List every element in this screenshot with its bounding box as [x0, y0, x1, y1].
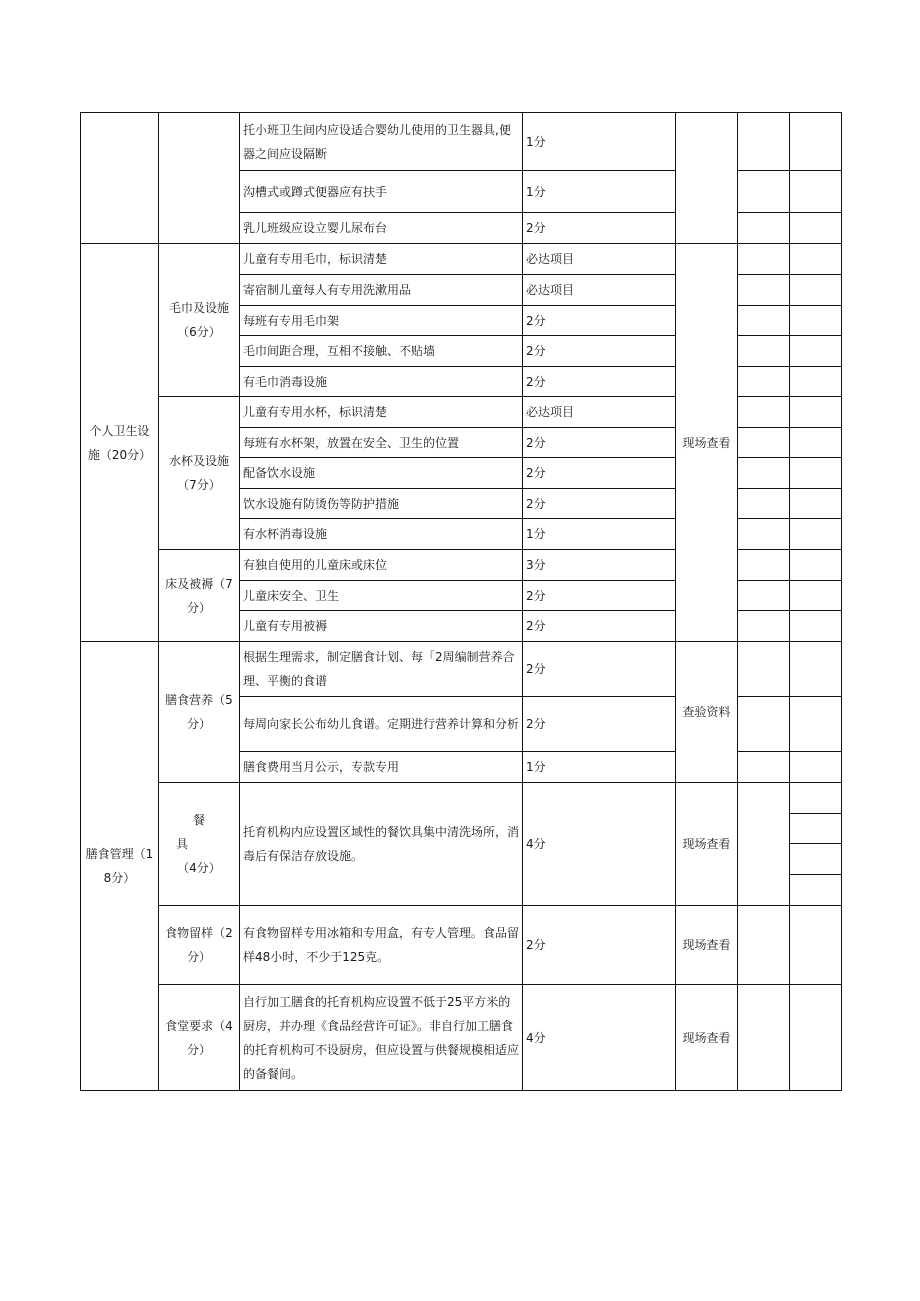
blank-cell [738, 611, 790, 642]
item-description: 儿童有专用毛巾，标识清楚 [240, 244, 523, 275]
item-score: 2分 [523, 906, 676, 985]
blank-cell [790, 550, 842, 581]
item-description: 自行加工膳食的托育机构应设置不低于25平方米的厨房，并办理《食品经营许可证》。非自行加工膳食的托育机构可不设厨房，但应设置与供餐规模相适应的备餐间。 [240, 985, 523, 1091]
blank-cell [738, 213, 790, 244]
item-score: 2分 [523, 581, 676, 611]
subcategory-bed: 床及被褥（7分） [159, 550, 240, 642]
blank-cell [790, 489, 842, 519]
method-onsite: 现场查看 [676, 783, 738, 906]
item-description: 有水杯消毒设施 [240, 519, 523, 550]
blank-cell [790, 875, 842, 906]
blank-cell [790, 171, 842, 213]
blank-cell [790, 306, 842, 336]
blank-cell [790, 397, 842, 428]
blank-cell [738, 642, 790, 697]
subcategory-nutrition: 膳食营养（5分） [159, 642, 240, 783]
blank-cell [738, 752, 790, 783]
category-personal-hygiene: 个人卫生设施（20分） [81, 244, 159, 642]
category-cell [81, 113, 159, 244]
blank-cell [790, 752, 842, 783]
subcategory-tableware [159, 783, 240, 906]
subcategory-towel: 毛巾及设施（6分） [159, 244, 240, 397]
item-description: 每班有专用毛巾架 [240, 306, 523, 336]
blank-cell [790, 581, 842, 611]
method-onsite: 现场查看 [676, 985, 738, 1091]
item-score: 2分 [523, 697, 676, 752]
subcategory-canteen: 食堂要求（4分） [159, 985, 240, 1091]
method-records: 查验资料 [676, 642, 738, 783]
item-score: 2分 [523, 428, 676, 458]
item-description: 有食物留样专用冰箱和专用盒，有专人管理。食品留样48小时，不少于125克。 [240, 906, 523, 985]
item-score: 1分 [523, 752, 676, 783]
subcategory-sample: 食物留样（2分） [159, 906, 240, 985]
item-description: 儿童床安全、卫生 [240, 581, 523, 611]
item-score: 2分 [523, 489, 676, 519]
item-score: 4分 [523, 783, 676, 906]
blank-cell [790, 519, 842, 550]
blank-cell [738, 244, 790, 275]
blank-cell [738, 906, 790, 985]
blank-cell [738, 697, 790, 752]
blank-cell [738, 306, 790, 336]
item-score: 4分 [523, 985, 676, 1091]
method-onsite: 现场查看 [676, 906, 738, 985]
blank-cell [738, 428, 790, 458]
blank-cell [738, 367, 790, 397]
item-score: 2分 [523, 611, 676, 642]
blank-cell [738, 489, 790, 519]
method-cell [676, 113, 738, 244]
item-description: 每周向家长公布幼儿食谱。定期进行营养计算和分析 [240, 697, 523, 752]
item-description: 托小班卫生间内应设适合婴幼儿使用的卫生器具,便器之间应设隔断 [240, 113, 523, 171]
blank-cell [790, 844, 842, 875]
item-score: 必达项目 [523, 244, 676, 275]
item-description: 膳食费用当月公示，专款专用 [240, 752, 523, 783]
item-score: 2分 [523, 336, 676, 367]
tableware-char-2: 具 [176, 837, 189, 851]
blank-cell [790, 336, 842, 367]
blank-cell [738, 458, 790, 489]
blank-cell [790, 244, 842, 275]
tableware-score: （4分） [177, 861, 221, 875]
item-score: 2分 [523, 213, 676, 244]
item-description: 有独自使用的儿童床或床位 [240, 550, 523, 581]
blank-cell [790, 428, 842, 458]
blank-cell [790, 783, 842, 814]
item-description: 饮水设施有防烫伤等防护措施 [240, 489, 523, 519]
item-score: 2分 [523, 458, 676, 489]
blank-cell [738, 336, 790, 367]
item-description: 配备饮水设施 [240, 458, 523, 489]
item-description: 有毛巾消毒设施 [240, 367, 523, 397]
item-score: 1分 [523, 113, 676, 171]
blank-cell [738, 783, 790, 906]
item-score: 2分 [523, 306, 676, 336]
blank-cell [790, 113, 842, 171]
blank-cell [790, 275, 842, 306]
blank-cell [790, 985, 842, 1091]
item-score: 必达项目 [523, 275, 676, 306]
method-onsite: 现场查看 [676, 244, 738, 642]
item-description: 寄宿制儿童每人有专用洗漱用品 [240, 275, 523, 306]
subcategory-cell [159, 113, 240, 244]
item-score: 3分 [523, 550, 676, 581]
blank-cell [738, 275, 790, 306]
blank-cell [790, 814, 842, 844]
item-description: 托育机构内应设置区域性的餐饮具集中清洗场所，消毒后有保洁存放设施。 [240, 783, 523, 906]
item-score: 2分 [523, 642, 676, 697]
subcategory-cup: 水杯及设施（7分） [159, 397, 240, 550]
item-description: 每班有水杯架，放置在安全、卫生的位置 [240, 428, 523, 458]
blank-cell [738, 113, 790, 171]
blank-cell [790, 697, 842, 752]
blank-cell [738, 519, 790, 550]
item-description: 沟槽式或蹲式便器应有扶手 [240, 171, 523, 213]
blank-cell [790, 906, 842, 985]
item-description: 儿童有专用水杯，标识清楚 [240, 397, 523, 428]
category-meal-management: 膳食管理（18分） [81, 642, 159, 1091]
item-description: 乳儿班级应设立婴儿尿布台 [240, 213, 523, 244]
item-score: 1分 [523, 519, 676, 550]
blank-cell [790, 611, 842, 642]
item-description: 儿童有专用被褥 [240, 611, 523, 642]
item-description: 毛巾间距合理，互相不接触、不贴墙 [240, 336, 523, 367]
blank-cell [738, 171, 790, 213]
blank-cell [738, 985, 790, 1091]
blank-cell [738, 397, 790, 428]
item-score: 2分 [523, 367, 676, 397]
item-score: 必达项目 [523, 397, 676, 428]
blank-cell [790, 642, 842, 697]
blank-cell [790, 367, 842, 397]
blank-cell [738, 550, 790, 581]
blank-cell [738, 581, 790, 611]
blank-cell [790, 213, 842, 244]
blank-cell [790, 458, 842, 489]
item-description: 根据生理需求，制定膳食计划、每「2周编制营养合理、平衡的食谱 [240, 642, 523, 697]
item-score: 1分 [523, 171, 676, 213]
standards-table [80, 112, 842, 1091]
tableware-char-1: 餐 [192, 813, 205, 827]
